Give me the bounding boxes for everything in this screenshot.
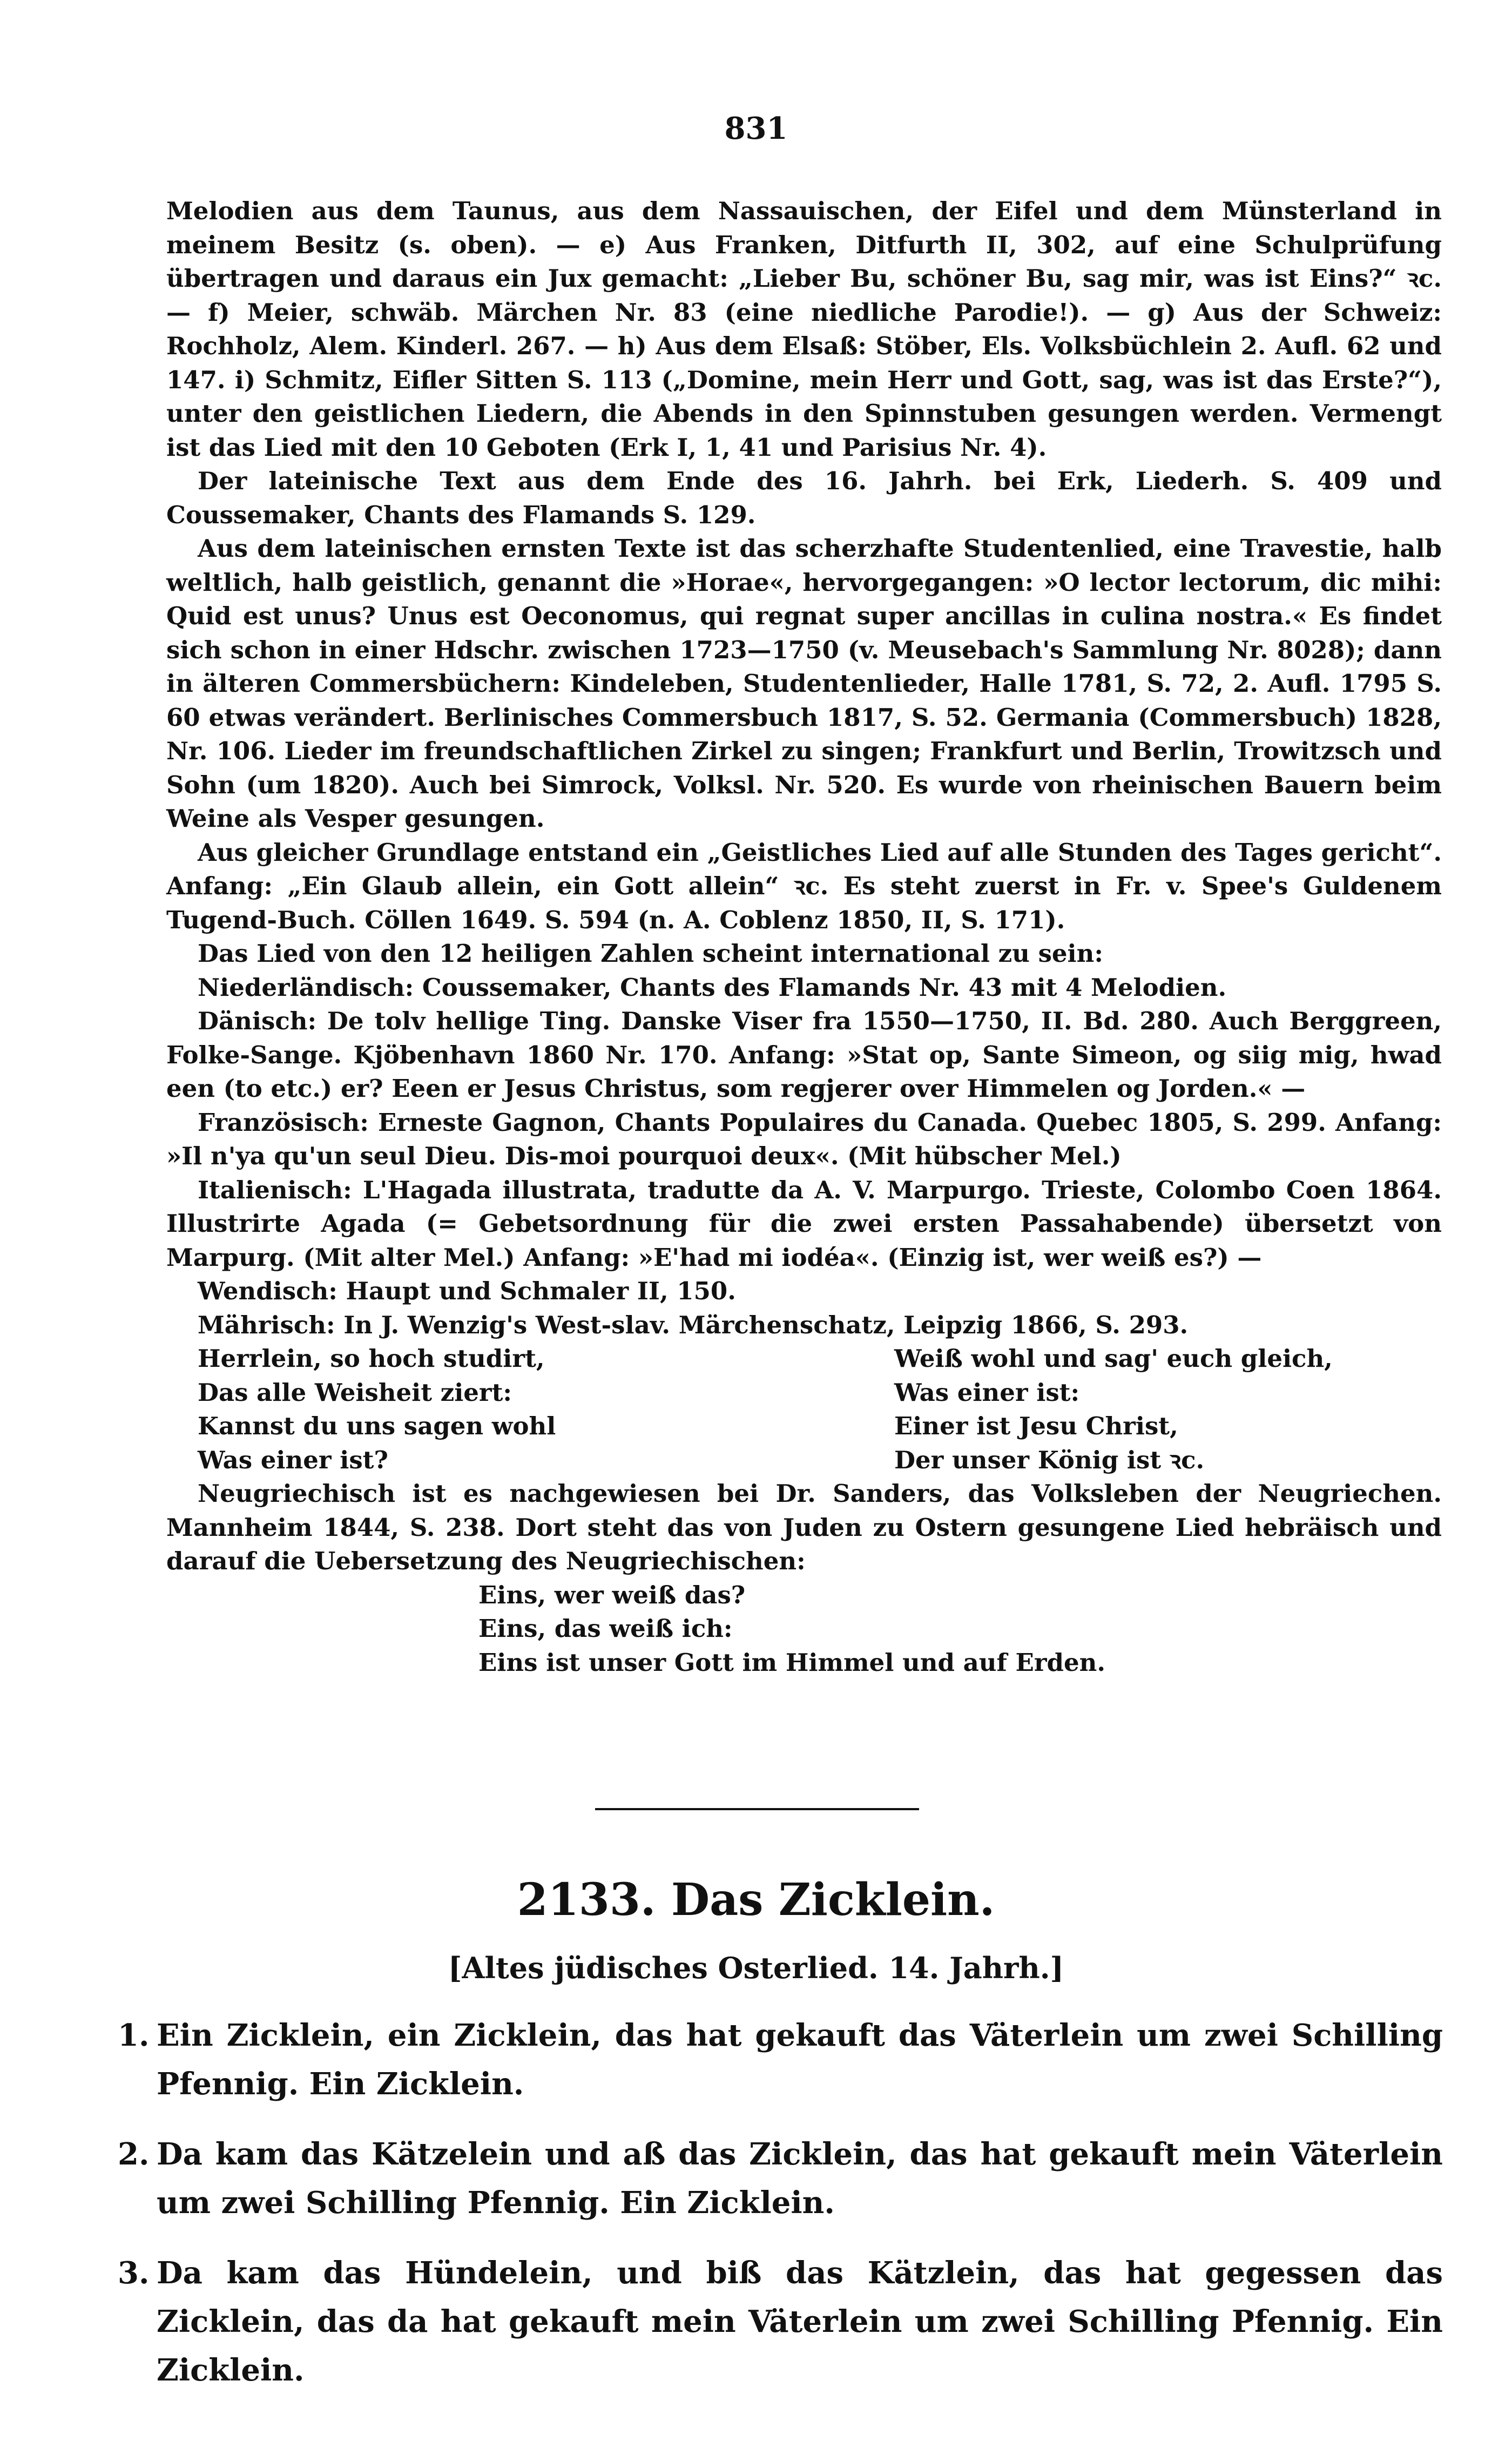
verse-line: Das alle Weisheit ziert: [198, 1378, 512, 1407]
paragraph-greek: Neugriechisch ist es nachgewiesen bei Dr. Sanders, das Volksleben der Neugriechen. Mannheim 1844, S. 238. Dort steht das von Juden zu Ostern gesungene Lied hebräisch und darauf die Uebersetzung des Neugriechischen: [166, 1479, 1442, 1575]
verse-line: Der unser König ist ꝛc. [894, 1445, 1205, 1474]
body-text [166, 194, 1442, 1680]
verse-line: Einer ist Jesu Christ, [894, 1412, 1178, 1440]
paragraph-international: Das Lied von den 12 heiligen Zahlen scheint international zu sein: [198, 939, 1103, 968]
paragraph-spiritual-song: Aus gleicher Grundlage entstand ein „Geistliches Lied auf alle Stunden des Tages gericht“. Anfang: „Ein Glaub allein, ein Gott allein“ ꝛc. Es steht zuerst in Fr. v. Spee's Guldenem Tugend-Buch. Cöllen 1649. S. 594 (n. A. Coblenz 1850, II, S. 171). [166, 838, 1442, 934]
greek-verse [166, 1579, 1442, 1680]
paragraph-moravian: Mährisch: In J. Wenzig's West-slav. Märchenschatz, Leipzig 1866, S. 293. [198, 1310, 1189, 1339]
paragraph-french: Französisch: Erneste Gagnon, Chants Populaires du Canada. Quebec 1805, S. 299. Anfang: »Il n'ya qu'un seul Dieu. Dis-moi pourquoi deux«. (Mit hübscher Mel.) [166, 1108, 1442, 1170]
verse-line: Eins ist unser Gott im Himmel und auf Erden. [478, 1648, 1106, 1677]
verse-number: 2. [118, 2136, 150, 2172]
verse-line: Was einer ist? [198, 1445, 388, 1474]
moravian-verse [166, 1342, 1442, 1477]
paragraph-wendish: Wendisch: Haupt und Schmaler II, 150. [198, 1277, 736, 1305]
page-number: 831 [724, 111, 788, 146]
paragraph-dutch: Niederländisch: Coussemaker, Chants des Flamands Nr. 43 mit 4 Melodien. [198, 973, 1227, 1002]
verse-number: 1. [118, 2018, 150, 2053]
paragraph-italian: Italienisch: L'Hagada illustrata, tradutte da A. V. Marpurgo. Trieste, Colombo Coen 1864. Illustrirte Agada (= Gebetsordnung für die zwei ersten Passahabende) übersetzt von Marpurg. (Mit alter Mel.) Anfang: »E'had mi iodéa«. (Einzig ist, wer weiß es?) — [166, 1175, 1442, 1272]
paragraph-melodies: Melodien aus dem Taunus, aus dem Nassauischen, der Eifel und dem Münsterland in meinem Besitz (s. oben). — e) Aus Franken, Ditfurth II, 302, auf eine Schulprüfung übertragen und daraus ein Jux gemacht: „Lieber Bu, schöner Bu, sag mir, was ist Eins?“ ꝛc. — f) Meier, schwäb. Märchen Nr. 83 (eine niedliche Parodie!). — g) Aus der Schweiz: Rochholz, Alem. Kinderl. 267. — h) Aus dem Elsaß: Stöber, Els. Volksbüchlein 2. Aufl. 62 und 147. i) Schmitz, Eifler Sitten S. 113 („Domine, mein Herr und Gott, sag, was ist das Erste?“), unter den geistlichen Liedern, die Abends in den Spinnstuben gesungen werden. Vermengt ist das Lied mit den 10 Geboten (Erk I, 1, 41 und Parisius Nr. 4). [166, 197, 1442, 462]
song-verse [118, 2011, 1443, 2108]
verse-line: Kannst du uns sagen wohl [198, 1412, 556, 1440]
verse-line: Weiß wohl und sag' euch gleich, [894, 1344, 1333, 1373]
song-verse [118, 2249, 1443, 2395]
verse-right-column [894, 1342, 1434, 1477]
verse-text: Ein Zicklein, ein Zicklein, das hat gekauft das Väterlein um zwei Schilling Pfennig. Ein Zicklein. [157, 2018, 1443, 2102]
paragraph-danish: Dänisch: De tolv hellige Ting. Danske Viser fra 1550—1750, II. Bd. 280. Auch Berggreen, Folke-Sange. Kjöbenhavn 1860 Nr. 170. Anfang: »Stat op, Sante Simeon, og siig mig, hwad een (to etc.) er? Eeen er Jesus Christus, som regjerer over Himmelen og Jorden.« — [166, 1007, 1442, 1103]
verse-left-column [166, 1342, 894, 1477]
song-verse [118, 2130, 1443, 2227]
verse-text: Da kam das Kätzelein und aß das Zicklein, das hat gekauft mein Väterlein um zwei Schilling Pfennig. Ein Zicklein. [157, 2136, 1443, 2221]
paragraph-student-song: Aus dem lateinischen ernsten Texte ist das scherzhafte Studentenlied, eine Travestie, halb weltlich, halb geistlich, genannt die »Horae«, hervorgegangen: »O lector lectorum, dic mihi: Quid est unus? Unus est Oeconomus, qui regnat super ancillas in culina nostra.« Es findet sich schon in einer Hdschr. zwischen 1723—1750 (v. Meusebach's Sammlung Nr. 8028); dann in älteren Commersbüchern: Kindeleben, Studentenlieder, Halle 1781, S. 72, 2. Aufl. 1795 S. 60 etwas verändert. Berlinisches Commersbuch 1817, S. 52. Germania (Commersbuch) 1828, Nr. 106. Lieder im freundschaftlichen Zirkel zu singen; Frankfurt und Berlin, Trowitzsch und Sohn (um 1820). Auch bei Simrock, Volksl. Nr. 520. Es wurde von rheinischen Bauern beim Weine als Vesper gesungen. [166, 534, 1442, 833]
verse-line: Eins, das weiß ich: [478, 1614, 733, 1643]
verse-line: Eins, wer weiß das? [478, 1580, 746, 1609]
song-title: 2133. Das Zicklein. [517, 1874, 995, 1926]
song-subtitle: [Altes jüdisches Osterlied. 14. Jahrh.] [448, 1951, 1064, 1985]
verse-line: Herrlein, so hoch studirt, [198, 1344, 545, 1373]
paragraph-latin-text: Der lateinische Text aus dem Ende des 16. Jahrh. bei Erk, Liederh. S. 409 und Coussemaker, Chants des Flamands S. 129. [166, 467, 1442, 529]
section-divider [595, 1808, 919, 1810]
verse-line: Was einer ist: [894, 1378, 1080, 1407]
verse-number: 3. [118, 2255, 150, 2291]
song-verses [118, 2011, 1443, 2416]
verse-text: Da kam das Hündelein, und biß das Kätzlein, das hat gegessen das Zicklein, das da hat gekauft mein Väterlein um zwei Schilling Pfennig. Ein Zicklein. [157, 2255, 1443, 2388]
